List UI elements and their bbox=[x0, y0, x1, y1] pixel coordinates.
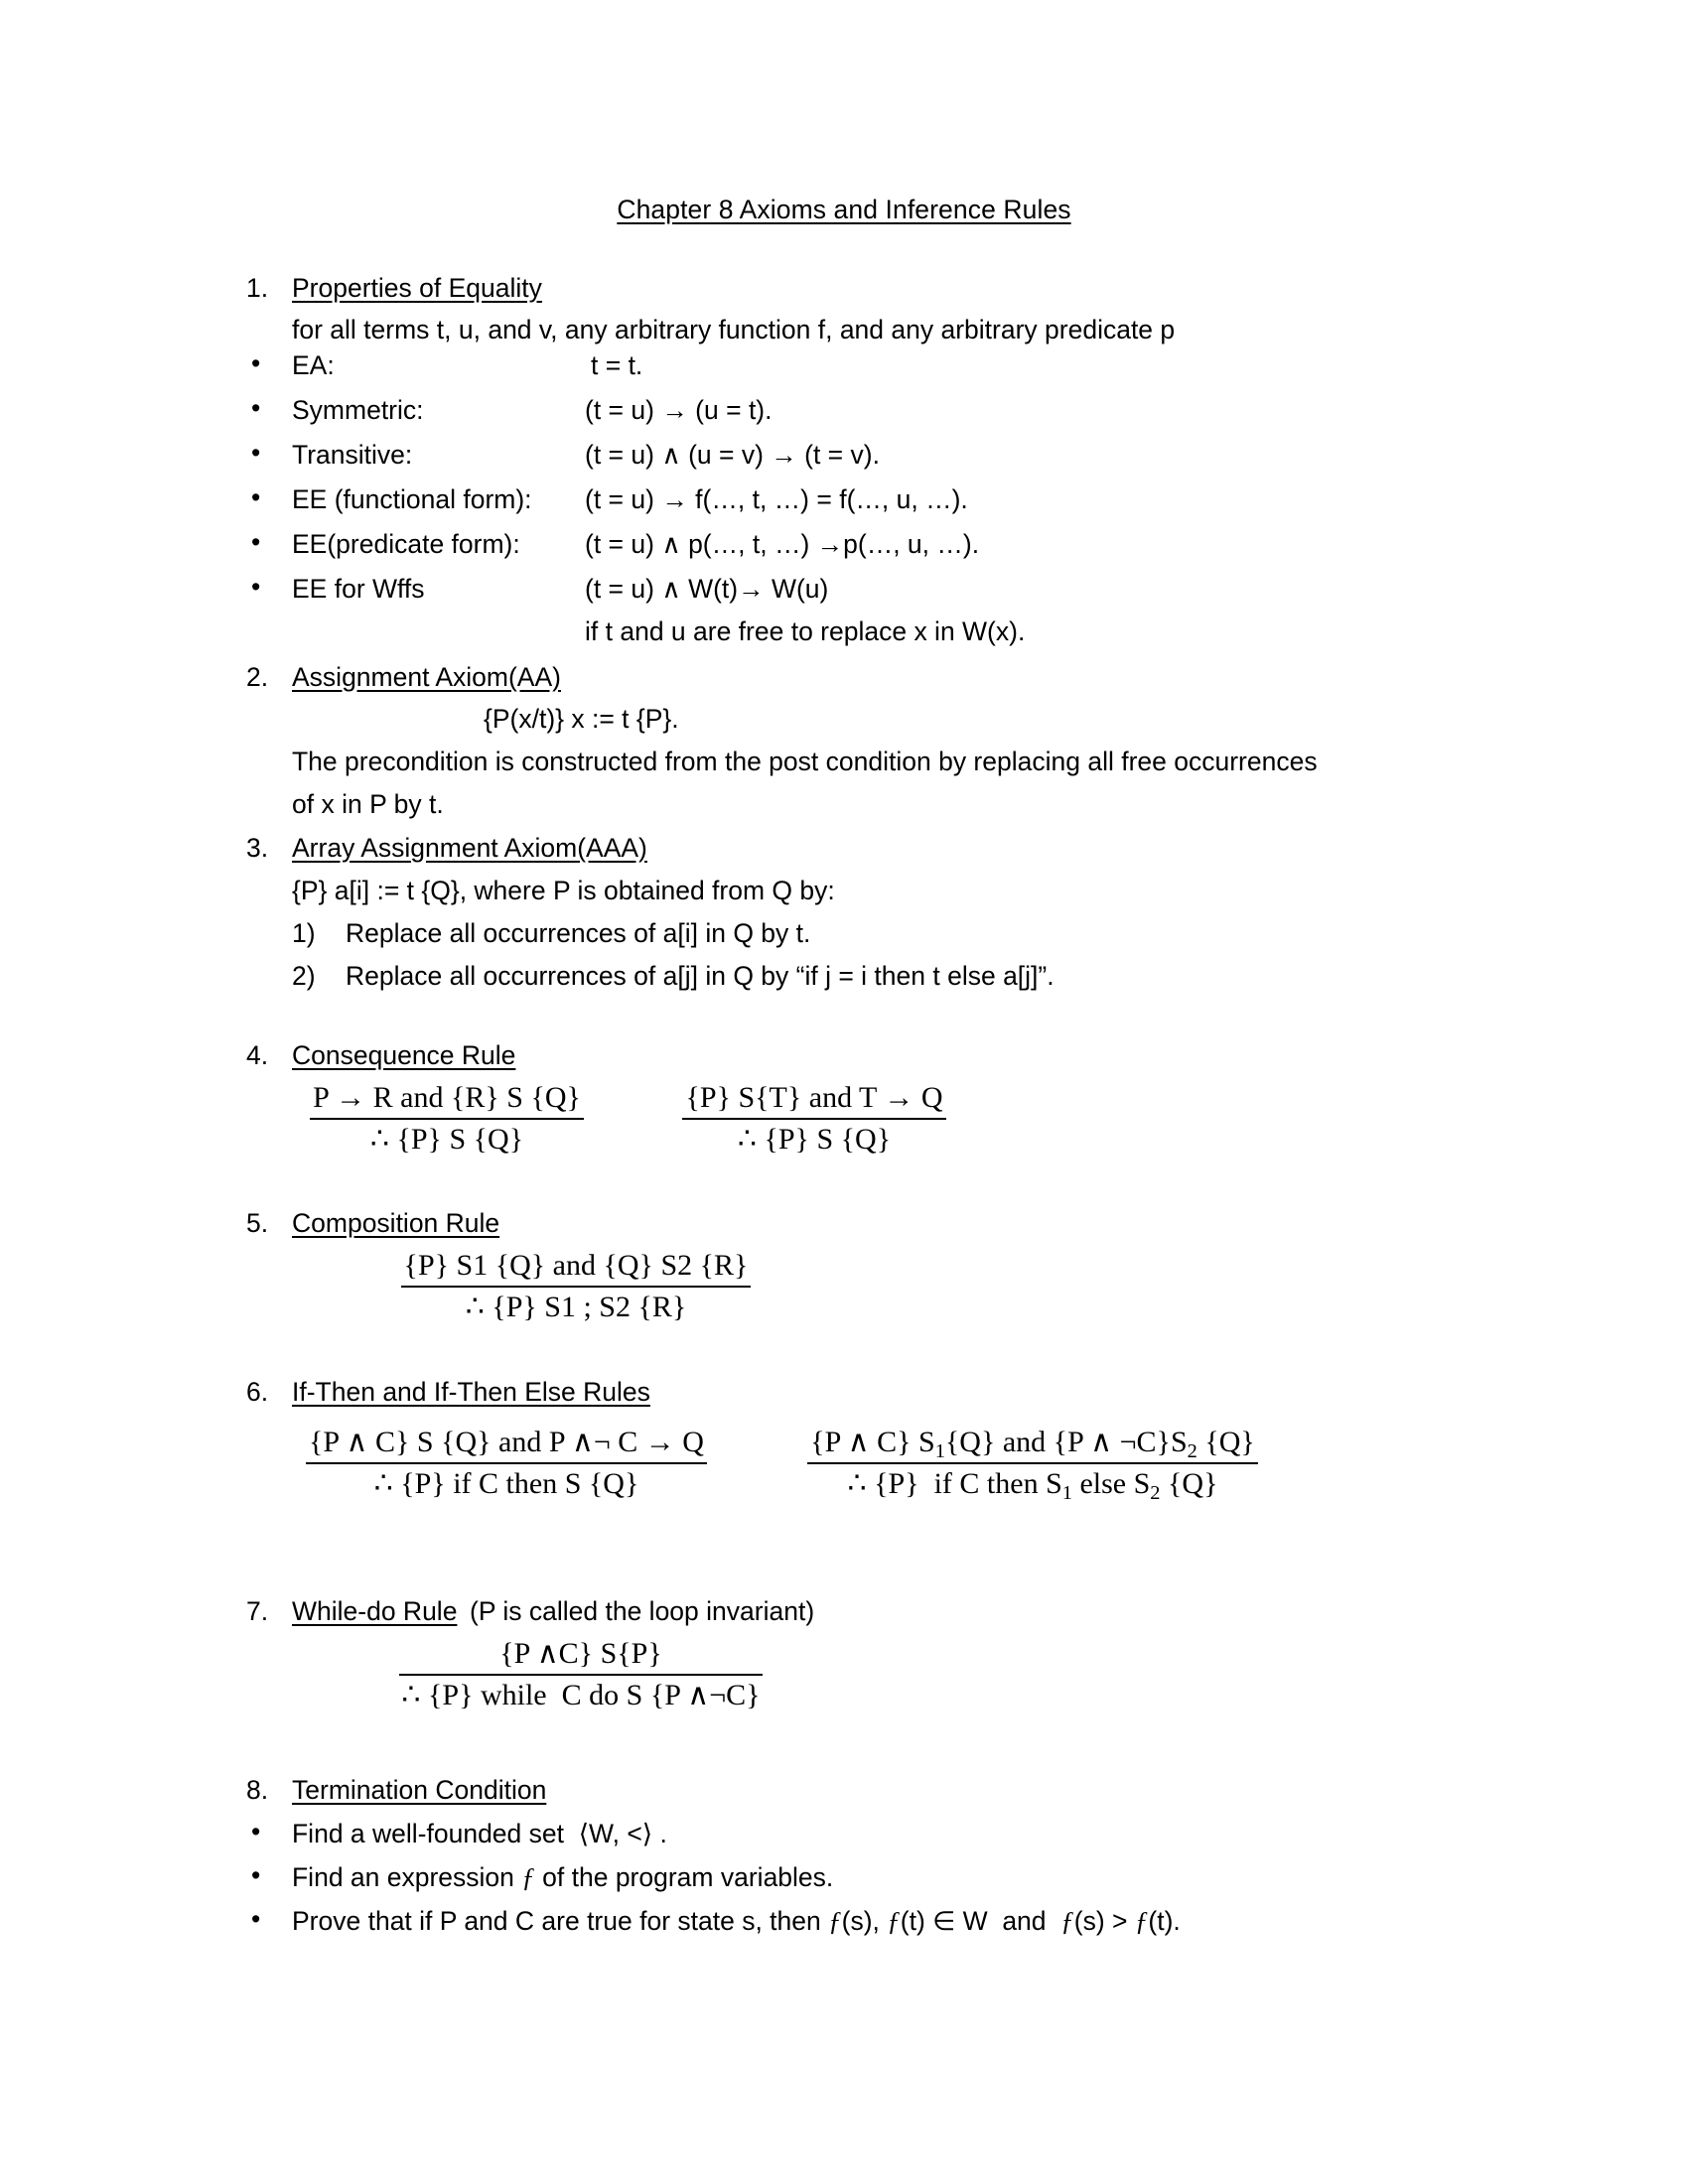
equality-wffs-continuation: if t and u are free to replace x in W(x). bbox=[585, 616, 1026, 646]
premise-part-a: {P ∧ C} S bbox=[810, 1426, 935, 1458]
if-then-rule-premise: {P ∧ C} S {Q} and P ∧¬ C → Q bbox=[306, 1427, 707, 1464]
function-symbol-f: ƒ bbox=[1134, 1906, 1149, 1936]
page-title bbox=[0, 195, 1688, 225]
section-3-number: 3. bbox=[246, 833, 269, 863]
equality-label-ee-functional: EE (functional form): bbox=[292, 484, 532, 514]
section-2-heading: Assignment Axiom(AA) bbox=[292, 662, 561, 692]
equality-label-ee-predicate: EE(predicate form): bbox=[292, 529, 520, 559]
premise-subscript-2: 2 bbox=[1187, 1440, 1197, 1463]
section-8-number: 8. bbox=[246, 1775, 269, 1805]
termination-bullet-3-part4: (s) > bbox=[1073, 1906, 1135, 1936]
equality-label-transitive: Transitive: bbox=[292, 440, 413, 470]
section-7-heading-tail: (P is called the loop invariant) bbox=[470, 1596, 815, 1626]
conclusion-part-c: {Q} bbox=[1160, 1466, 1218, 1500]
composition-rule-conclusion: ∴ {P} S1 ; S2 {R} bbox=[465, 1290, 687, 1323]
section-1-number: 1. bbox=[246, 273, 269, 303]
function-symbol-f: ƒ bbox=[521, 1862, 535, 1892]
assignment-axiom-formula: {P(x/t)} x := t {P}. bbox=[484, 704, 679, 734]
bullet-icon: • bbox=[251, 348, 261, 378]
page-title-text: Chapter 8 Axioms and Inference Rules bbox=[617, 195, 1071, 224]
conclusion-part-a: ∴ {P} if C then S bbox=[847, 1466, 1062, 1500]
consequence-rule-left-conclusion: ∴ {P} S {Q} bbox=[369, 1122, 524, 1156]
section-7-heading: While-do Rule bbox=[292, 1596, 458, 1626]
conclusion-subscript-1: 1 bbox=[1061, 1481, 1072, 1504]
function-symbol-f: ƒ bbox=[887, 1906, 901, 1936]
bullet-icon: • bbox=[251, 1860, 261, 1890]
equality-formula-ee-predicate: (t = u) ∧ p(…, t, …) →p(…, u, …). bbox=[585, 529, 980, 559]
termination-bullet-3 bbox=[292, 1906, 1181, 1937]
conclusion-part-b: else S bbox=[1071, 1466, 1151, 1500]
while-do-rule-conclusion: ∴ {P} while C do S {P ∧¬C} bbox=[401, 1678, 761, 1711]
array-axiom-item-1-text: Replace all occurrences of a[i] in Q by t. bbox=[346, 918, 811, 948]
section-5-number: 5. bbox=[246, 1208, 269, 1238]
termination-bullet-3-part1: Prove that if P and C are true for state s, then bbox=[292, 1906, 829, 1936]
equality-formula-ea: t = t. bbox=[591, 350, 643, 380]
equality-formula-transitive: (t = u) ∧ (u = v) → (t = v). bbox=[585, 440, 880, 470]
section-7-number: 7. bbox=[246, 1596, 269, 1626]
section-6-heading: If-Then and If-Then Else Rules bbox=[292, 1377, 650, 1407]
bullet-icon: • bbox=[251, 1817, 261, 1846]
assignment-axiom-body-1: The precondition is constructed from the post condition by replacing all free occurrences bbox=[292, 747, 1318, 776]
function-symbol-f: ƒ bbox=[1060, 1906, 1074, 1936]
conclusion-subscript-2: 2 bbox=[1150, 1481, 1161, 1504]
bullet-icon: • bbox=[251, 482, 261, 512]
if-then-else-rule-premise bbox=[807, 1427, 1258, 1464]
premise-part-c: {Q} bbox=[1196, 1426, 1255, 1458]
consequence-rule-left bbox=[298, 1082, 596, 1155]
termination-bullet-3-part2: (s), bbox=[841, 1906, 888, 1936]
bullet-icon: • bbox=[251, 393, 261, 423]
if-then-rule-conclusion: ∴ {P} if C then S {Q} bbox=[373, 1466, 639, 1500]
consequence-rule-right bbox=[670, 1082, 958, 1155]
equality-label-symmetric: Symmetric: bbox=[292, 395, 424, 425]
if-then-else-rule bbox=[794, 1426, 1271, 1504]
while-do-rule-premise: {P ∧C} S{P} bbox=[399, 1638, 763, 1676]
consequence-rule-right-premise: {P} S{T} and T → Q bbox=[682, 1082, 945, 1120]
composition-rule bbox=[392, 1250, 760, 1322]
bullet-icon: • bbox=[251, 572, 261, 602]
equality-label-ee-wffs: EE for Wffs bbox=[292, 574, 425, 604]
function-symbol-f: ƒ bbox=[828, 1906, 842, 1936]
termination-bullet-2-pre: Find an expression bbox=[292, 1862, 522, 1892]
section-6-number: 6. bbox=[246, 1377, 269, 1407]
bullet-icon: • bbox=[251, 527, 261, 557]
section-2-number: 2. bbox=[246, 662, 269, 692]
consequence-rule-left-premise: P → R and {R} S {Q} bbox=[310, 1082, 584, 1120]
equality-label-ea: EA: bbox=[292, 350, 335, 380]
equality-formula-ee-functional: (t = u) → f(…, t, …) = f(…, u, …). bbox=[585, 484, 968, 514]
array-axiom-item-1-marker: 1) bbox=[292, 918, 316, 948]
consequence-rule-right-conclusion: ∴ {P} S {Q} bbox=[737, 1122, 892, 1156]
termination-bullet-3-part5: (t). bbox=[1148, 1906, 1181, 1936]
equality-formula-ee-wffs: (t = u) ∧ W(t)→ W(u) bbox=[585, 574, 829, 604]
section-3-heading: Array Assignment Axiom(AAA) bbox=[292, 833, 647, 863]
bullet-icon: • bbox=[251, 1904, 261, 1934]
equality-formula-symmetric: (t = u) → (u = t). bbox=[585, 395, 773, 425]
termination-bullet-2-post: of the program variables. bbox=[534, 1862, 834, 1892]
array-axiom-lead: {P} a[i] := t {Q}, where P is obtained from Q by: bbox=[292, 876, 835, 905]
composition-rule-premise: {P} S1 {Q} and {Q} S2 {R} bbox=[401, 1250, 752, 1288]
bullet-icon: • bbox=[251, 438, 261, 468]
section-1-heading: Properties of Equality bbox=[292, 273, 542, 303]
termination-bullet-3-part3: (t) ∈ W and bbox=[900, 1906, 1061, 1936]
while-do-rule bbox=[387, 1638, 774, 1710]
section-4-heading: Consequence Rule bbox=[292, 1040, 516, 1070]
section-8-heading: Termination Condition bbox=[292, 1775, 547, 1805]
termination-bullet-1: Find a well-founded set ⟨W, <⟩ . bbox=[292, 1819, 667, 1848]
section-4-number: 4. bbox=[246, 1040, 269, 1070]
section-5-heading: Composition Rule bbox=[292, 1208, 500, 1238]
premise-subscript-1: 1 bbox=[934, 1440, 945, 1463]
array-axiom-item-2-marker: 2) bbox=[292, 961, 316, 991]
premise-part-b: {Q} and {P ∧ ¬C}S bbox=[944, 1426, 1188, 1458]
if-then-else-rule-conclusion bbox=[794, 1464, 1271, 1504]
if-then-rule bbox=[298, 1427, 715, 1499]
assignment-axiom-body-2: of x in P by t. bbox=[292, 789, 444, 819]
termination-bullet-2 bbox=[292, 1862, 833, 1893]
array-axiom-item-2-text: Replace all occurrences of a[j] in Q by “if j = i then t else a[j]”. bbox=[346, 961, 1055, 991]
section-1-intro: for all terms t, u, and v, any arbitrary function f, and any arbitrary predicate p bbox=[292, 315, 1176, 344]
